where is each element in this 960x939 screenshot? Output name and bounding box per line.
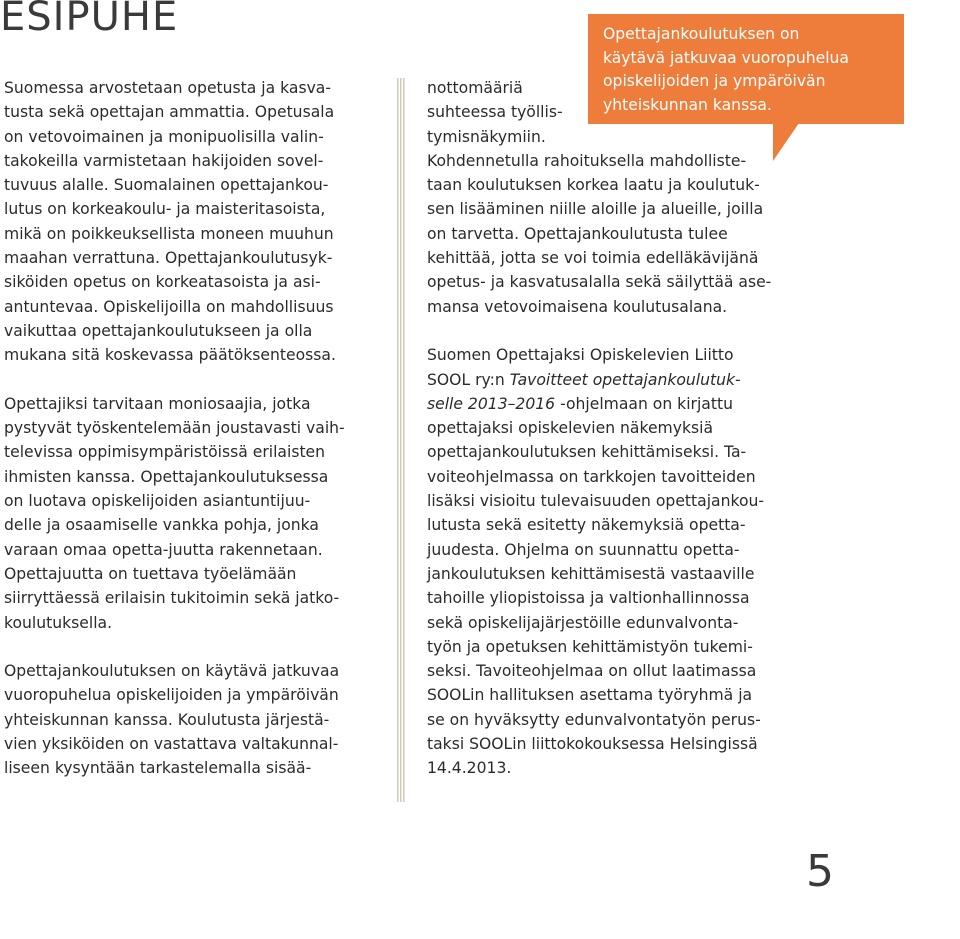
left-column bbox=[4, 76, 376, 781]
text-line: yhteiskunnan kanssa. Koulutusta järjestä- bbox=[4, 710, 330, 729]
text-line: ihmisten kanssa. Opettajankoulutuksessa bbox=[4, 467, 329, 486]
text-line: 14.4.2013. bbox=[427, 759, 512, 778]
text-line: mikä on poikkeuksellista moneen muuhun bbox=[4, 224, 334, 243]
text-line: takokeilla varmistetaan hakijoiden sovel- bbox=[4, 151, 324, 170]
pull-quote-callout bbox=[588, 14, 904, 124]
page-number: 5 bbox=[806, 846, 834, 897]
text-line: Suomessa arvostetaan opetusta ja kasva- bbox=[4, 79, 331, 97]
text-line: vien yksiköiden on vastattava valtakunnal- bbox=[4, 735, 339, 754]
text-line: varaan omaa opetta-juutta rakennetaan. bbox=[4, 540, 323, 559]
text-line: vuoropuhelua opiskelijoiden ja ympäröivän bbox=[4, 686, 339, 705]
column-divider bbox=[397, 78, 405, 802]
text-line: sen lisääminen niille aloille ja alueille, joilla bbox=[427, 200, 764, 219]
text-line: Kohdennetulla rahoituksella mahdolliste- bbox=[427, 151, 747, 170]
text-line: lisäksi visioitu tulevaisuuden opettajankou- bbox=[427, 492, 765, 511]
paragraph-teachers bbox=[4, 392, 376, 635]
text-line: sekä opiskelijajärjestöille edunvalvonta- bbox=[427, 613, 739, 632]
callout-line: opiskelijoiden ja ympäröivän bbox=[603, 72, 826, 90]
text-line: seksi. Tavoiteohjelmaa on ollut laatimassa bbox=[427, 662, 757, 681]
text-line: opettajaksi opiskelevien näkemyksiä bbox=[427, 419, 714, 438]
text-line: lutusta sekä esitetty näkemyksiä opetta- bbox=[427, 516, 746, 535]
text-line bbox=[427, 368, 797, 392]
text-line: tahoille yliopistoissa ja valtionhallinnossa bbox=[427, 589, 750, 608]
text-line: SOOLin hallituksen asettama työryhmä ja bbox=[427, 686, 753, 705]
text-line: siirryttäessä erilaisin tukitoimin sekä jatko- bbox=[4, 589, 340, 608]
text-line: työn ja opetuksen kehittämistyön tukemi- bbox=[427, 637, 753, 656]
text-line: mukana sitä koskevassa päätöksenteossa. bbox=[4, 346, 336, 365]
paragraph-intro bbox=[4, 76, 376, 368]
text-line: lutus on korkeakoulu- ja maisteritasoista, bbox=[4, 200, 326, 219]
page-title: ESIPUHE bbox=[0, 0, 179, 40]
text-line: opettajankoulutuksen kehittämiseksi. Ta- bbox=[427, 443, 747, 462]
text-line: Opettajankoulutuksen on käytävä jatkuvaa bbox=[4, 662, 340, 681]
text-run: SOOL ry:n bbox=[427, 370, 510, 389]
paragraph-sool bbox=[427, 343, 797, 780]
text-line: on luotava opiskelijoiden asiantuntijuu- bbox=[4, 492, 311, 511]
text-line: taan koulutuksen korkea laatu ja koulutuk- bbox=[427, 176, 760, 195]
text-line bbox=[427, 392, 797, 416]
text-line: Opettajuutta on tuettava työelämään bbox=[4, 564, 297, 583]
paragraph-gap bbox=[4, 635, 376, 659]
text-line: siköiden opetus on korkeatasoista ja asi- bbox=[4, 273, 321, 292]
program-title-italic: Tavoitteet opettajankoulutuk- bbox=[509, 370, 741, 389]
text-run: -ohjelmaan on kirjattu bbox=[555, 394, 733, 413]
text-line: tymisnäkymiin. bbox=[427, 127, 546, 146]
text-line: juudesta. Ohjelma on suunnattu opetta- bbox=[427, 540, 740, 559]
text-line: mansa vetovoimaisena koulutusalana. bbox=[427, 297, 728, 316]
text-line: maahan verrattuna. Opettajankoulutusyk- bbox=[4, 249, 333, 268]
text-line: delle ja osaamiselle vankka pohja, jonka bbox=[4, 516, 319, 535]
text-line: Suomen Opettajaksi Opiskelevien Liitto bbox=[427, 346, 734, 365]
text-line: tuvuus alalle. Suomalainen opettajankou- bbox=[4, 176, 329, 195]
text-line: se on hyväksytty edunvalvontatyön perus- bbox=[427, 710, 761, 729]
text-line: Opettajiksi tarvitaan moniosaajia, jotka bbox=[4, 394, 311, 413]
text-line: suhteessa työllis- bbox=[427, 103, 563, 122]
text-line: antuntevaa. Opiskelijoilla on mahdollisuus bbox=[4, 297, 334, 316]
text-line: pystyvät työskentelemään joustavasti vaih- bbox=[4, 419, 345, 438]
text-line: nottomääriä bbox=[427, 79, 523, 97]
paragraph-gap bbox=[427, 319, 797, 343]
right-column bbox=[427, 76, 797, 781]
paragraph-gap bbox=[4, 368, 376, 392]
text-line: televissa oppimisympäristöissä erilaisten bbox=[4, 443, 326, 462]
callout-pointer bbox=[773, 123, 799, 161]
text-line: tusta sekä opettajan ammattia. Opetusala bbox=[4, 103, 335, 122]
program-title-italic: selle 2013–2016 bbox=[427, 394, 556, 413]
text-line: voiteohjelmassa on tarkkojen tavoitteiden bbox=[427, 467, 756, 486]
text-line: liseen kysyntään tarkastelemalla sisää- bbox=[4, 759, 312, 778]
paragraph-dialogue bbox=[4, 659, 376, 780]
text-line: opetus- ja kasvatusalalla sekä säilyttää ase- bbox=[427, 273, 772, 292]
text-line: koulutuksella. bbox=[4, 613, 113, 632]
text-line: kehittää, jotta se voi toimia edelläkävijänä bbox=[427, 249, 759, 268]
callout-line: Opettajankoulutuksen on bbox=[603, 25, 800, 43]
text-line: jankoulutuksen kehittämisestä vastaaville bbox=[427, 564, 755, 583]
callout-line: käytävä jatkuvaa vuoropuhelua bbox=[603, 48, 849, 67]
text-line: taksi SOOLin liittokokouksessa Helsingissä bbox=[427, 735, 758, 754]
callout-line: yhteiskunnan kanssa. bbox=[603, 95, 772, 114]
text-line: vaikuttaa opettajankoulutukseen ja olla bbox=[4, 321, 313, 340]
text-line: on vetovoimainen ja monipuolisilla valin- bbox=[4, 127, 324, 146]
text-line: on tarvetta. Opettajankoulutusta tulee bbox=[427, 224, 728, 243]
